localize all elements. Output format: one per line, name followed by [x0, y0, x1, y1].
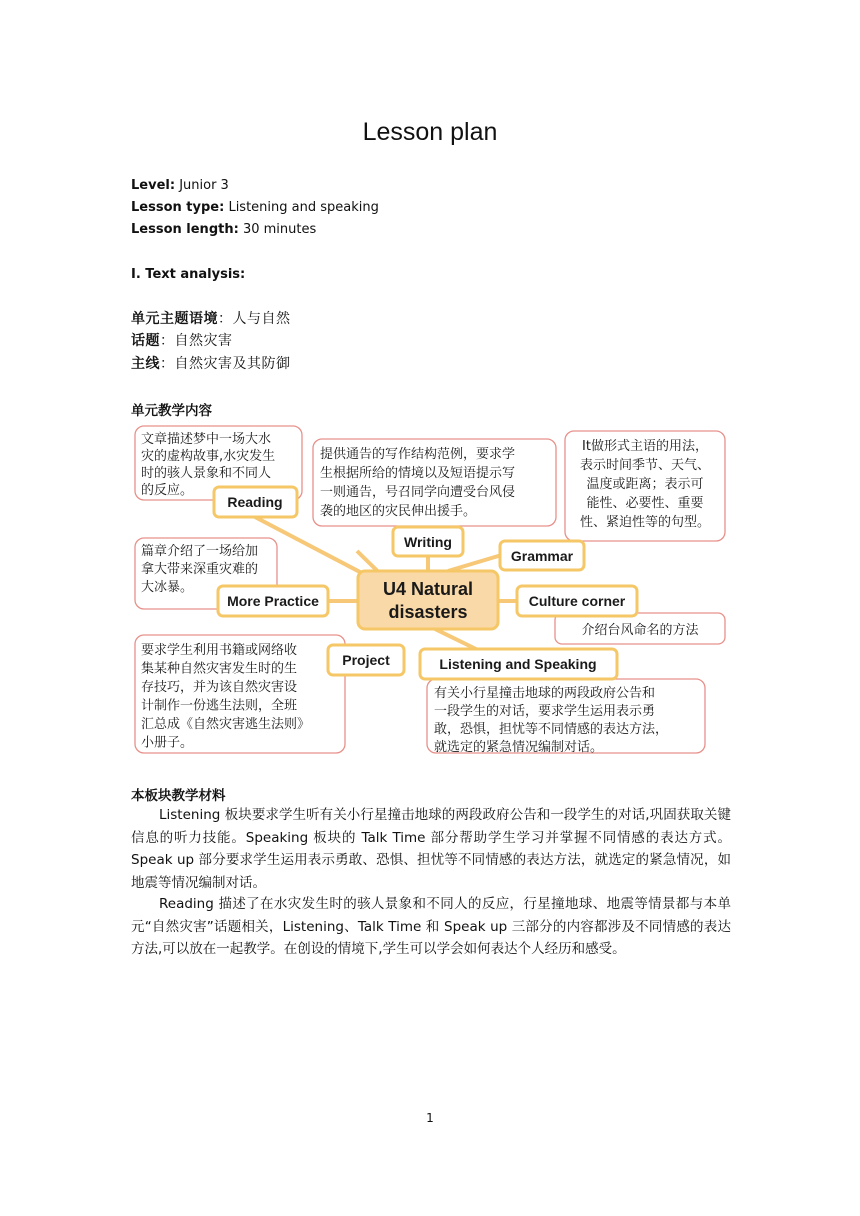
center-topic-line2: disasters: [388, 602, 468, 622]
writing-note-line: 袭的地区的灾民伸出援手。: [320, 504, 477, 519]
listening-note-line: 有关小行星撞击地球的两段政府公告和: [434, 686, 656, 701]
mainline-line: [131, 353, 291, 373]
listening-label: Listening and Speaking: [439, 656, 597, 672]
listening-note-line: 敢，恐惧，担忧等不同情感的表达方法，: [434, 722, 669, 737]
reading-label: Reading: [227, 494, 283, 510]
more-practice-note-line: 大冰暴。: [141, 580, 194, 595]
unit-mindmap: [130, 421, 730, 757]
topic-value: ：自然灾害: [160, 333, 233, 349]
topic-label: 话题: [131, 333, 160, 349]
writing-note-line: 一则通告，号召同学向遭受台风侵: [320, 485, 516, 500]
grammar-note-line: It做形式主语的用法，: [582, 439, 708, 454]
listening-note-line: 一段学生的对话，要求学生运用表示勇: [434, 704, 656, 719]
materials-paragraph-2: Reading 描述了在水灾发生时的骇人景象和不同人的反应，行星撞地球、地震等情景都与本单元“自然灾害”话题相关，Listening、Talk Time 和 Speak up 三部分的内容都涉及不同情感的表达方法,可以放在一起教学。在创设的情境下,学生可以学会如何表达个人经历和感受。: [131, 896, 731, 957]
project-note-line: 要求学生利用书籍或网络收: [141, 643, 298, 658]
listening-note-line: 就选定的紧急情况编制对话。: [434, 740, 604, 755]
page-number: 1: [426, 1111, 434, 1125]
unit-content-heading: 单元教学内容: [131, 403, 212, 419]
lesson-type-value: Listening and speaking: [228, 200, 379, 215]
lesson-length-line: [131, 222, 316, 237]
mainline-value: ：自然灾害及其防御: [160, 356, 291, 372]
reading-note-line: 灾的虚构故事,水灾发生: [141, 449, 276, 464]
project-note-line: 汇总成《自然灾害逃生法则》: [141, 717, 311, 732]
writing-note-line: 生根据所给的情境以及短语提示写: [320, 466, 516, 481]
culture-note-line: 介绍台风命名的方法: [581, 623, 699, 638]
lesson-length-label: Lesson length:: [131, 222, 239, 237]
more-practice-label: More Practice: [227, 593, 319, 609]
theme-context-label: 单元主题语境: [131, 311, 218, 327]
level-line: [131, 178, 229, 193]
level-label: Level:: [131, 178, 176, 193]
grammar-note-line: 温度或距离；表示可: [586, 477, 704, 492]
lesson-type-label: Lesson type:: [131, 200, 225, 215]
page-title: Lesson plan: [362, 118, 498, 146]
theme-context-value: ：人与自然: [218, 311, 291, 327]
project-label: Project: [342, 652, 390, 668]
level-value: Junior 3: [179, 178, 229, 193]
grammar-note-line: 能性、必要性、重要: [586, 496, 704, 511]
grammar-note-line: 表示时间季节、天气、: [579, 458, 711, 473]
grammar-label: Grammar: [510, 548, 574, 564]
reading-note-line: 的反应。: [141, 483, 194, 498]
project-note-line: 存技巧，并为该自然灾害设: [141, 680, 298, 695]
materials-paragraph-1: Listening 板块要求学生听有关小行星撞击地球的两段政府公告和一段学生的对话,巩固获取关键信息的听力技能。Speaking 板块的 Talk Time 部分帮助学生学习并掌握不同情感的表达方式。Speak up 部分要求学生运用表示勇敢、恐惧、担忧等不同情感的表达方法，就选定的紧急情况，如地震等情况编制对话。: [131, 807, 731, 891]
culture-label: Culture corner: [528, 593, 626, 609]
lesson-type-line: [131, 200, 379, 215]
mainline-label: 主线: [131, 356, 160, 372]
lesson-length-value: 30 minutes: [242, 222, 317, 237]
project-note-line: 小册子。: [141, 735, 194, 751]
grammar-note-line: 性、紧迫性等的句型。: [579, 515, 711, 530]
more-practice-note-line: 拿大带来深重灾难的: [141, 562, 259, 577]
more-practice-note-line: 篇章介绍了一场给加: [141, 544, 259, 559]
materials-heading: 本板块教学材料: [131, 788, 226, 804]
reading-note-line: 时的骇人景象和不同人: [141, 466, 272, 481]
project-note-line: 集某种自然灾害发生时的生: [141, 661, 298, 677]
project-note-line: 计制作一份逃生法则，全班: [141, 698, 298, 714]
theme-context-line: [131, 308, 291, 328]
section-heading: I. Text analysis:: [131, 267, 246, 282]
reading-note-line: 文章描述梦中一场大水: [141, 432, 272, 447]
writing-label: Writing: [404, 534, 452, 550]
topic-line: [131, 330, 233, 350]
center-topic-line1: U4 Natural: [382, 579, 474, 599]
writing-note-line: 提供通告的写作结构范例，要求学: [320, 447, 516, 462]
